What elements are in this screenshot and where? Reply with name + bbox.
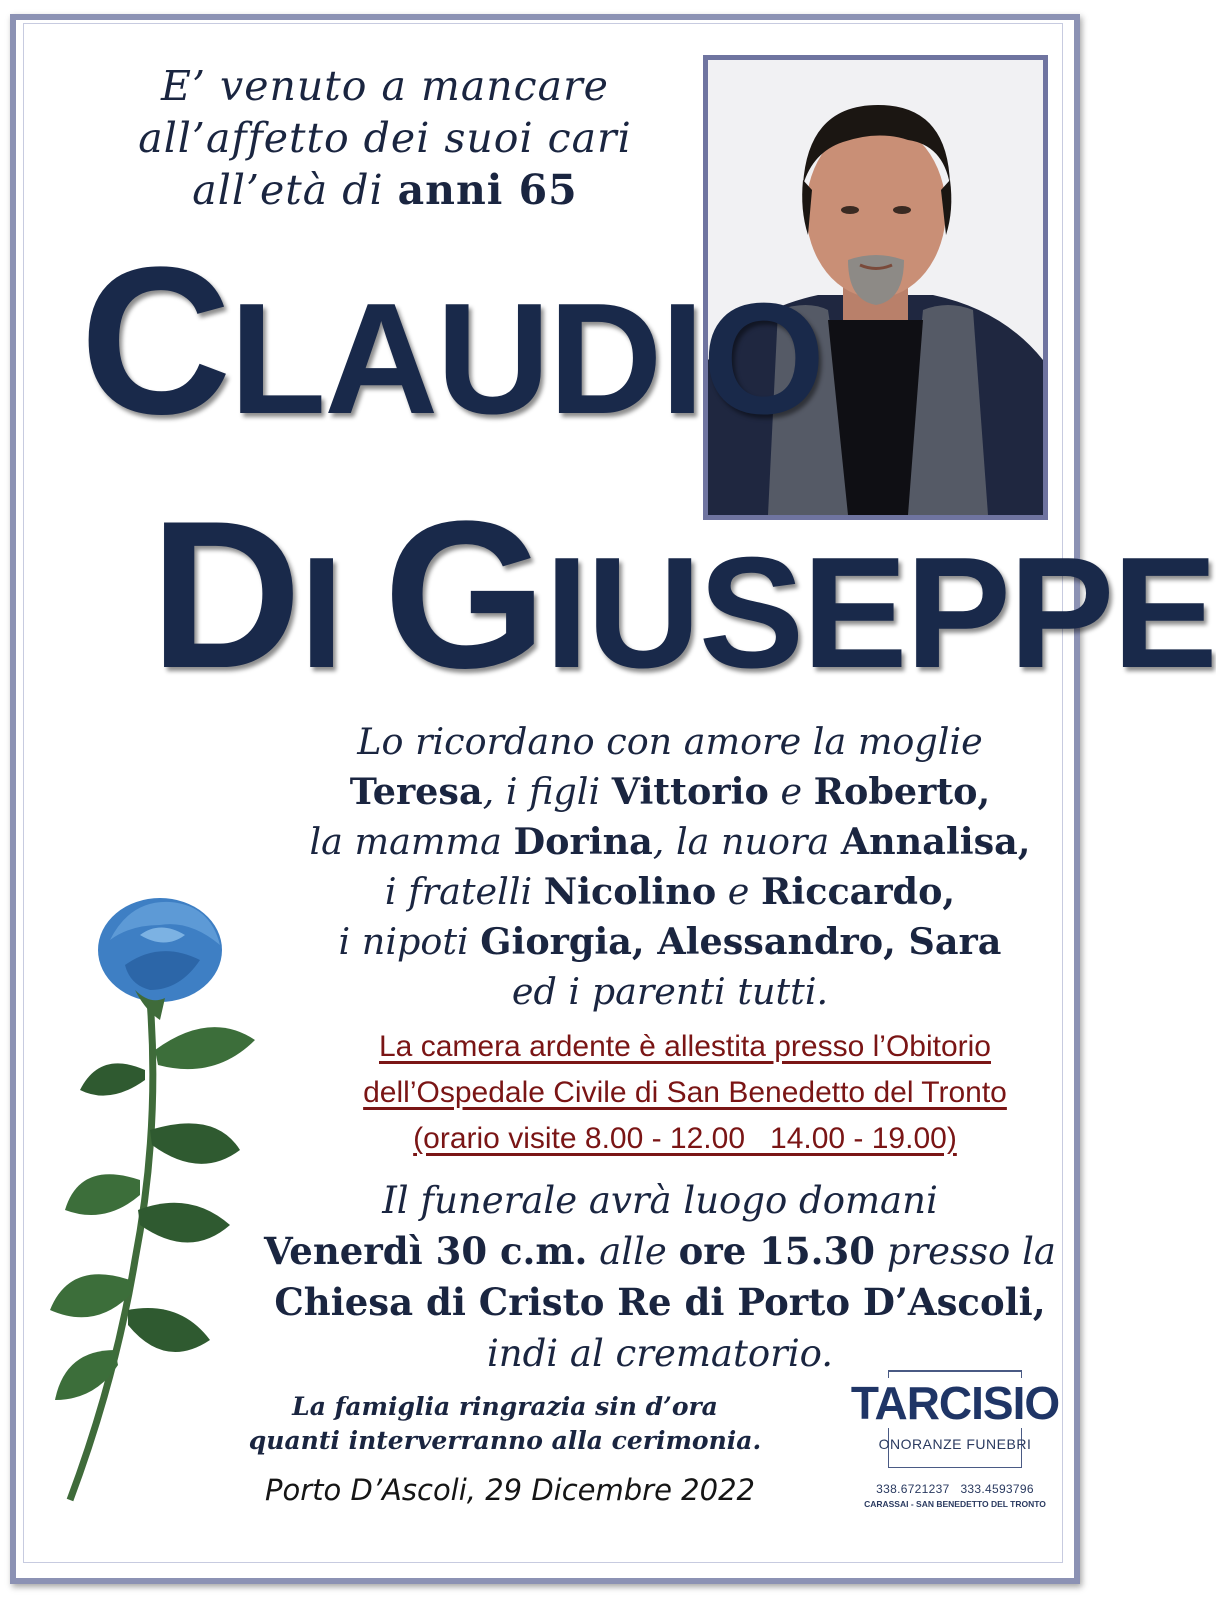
intro-line-1: E’ venuto a mancare xyxy=(161,62,609,110)
funeral-info xyxy=(260,1175,1060,1379)
funeral-line-2 xyxy=(260,1226,1060,1277)
blue-rose-icon xyxy=(40,880,280,1520)
viewing-info xyxy=(360,1024,1010,1162)
funeral-line-3 xyxy=(260,1277,1060,1328)
sibling-name-2: Riccardo, xyxy=(761,870,956,913)
sibling-name-1: Nicolino xyxy=(543,870,717,913)
last-prefix-initial: D xyxy=(150,477,300,712)
funeral-at: alle xyxy=(599,1230,667,1273)
wife-name: Teresa xyxy=(349,770,483,813)
last-name-rest: IUSEPPE xyxy=(544,525,1216,701)
intro-text xyxy=(100,60,670,216)
children-label: , i figli xyxy=(482,770,601,813)
agency-address: CARASSAI - SAN BENEDETTO DEL TRONTO xyxy=(864,1499,1046,1509)
funeral-time: ore 15.30 xyxy=(678,1229,876,1273)
grandchildren-label: i nipoti xyxy=(338,920,469,963)
mother-label: la mamma xyxy=(309,820,502,863)
funeral-date: Venerdì 30 c.m. xyxy=(264,1229,588,1273)
son-name-2: Roberto, xyxy=(813,770,991,813)
family-mourners xyxy=(270,717,1070,1017)
siblings-label: i fratelli xyxy=(384,870,533,913)
agency-name: TARCISIO xyxy=(850,1377,1060,1429)
viewing-hours: (orario visite 8.00 - 12.00 14.00 - 19.00) xyxy=(413,1122,957,1155)
last-name-initial: G xyxy=(383,477,545,712)
intro-line-2: all’affetto dei suoi cari xyxy=(138,114,632,162)
family-line-2 xyxy=(270,767,1070,817)
last-prefix-rest: I xyxy=(299,525,342,701)
mother-name: Dorina xyxy=(513,820,653,863)
thanks-line-2: quanti interverranno alla cerimonia. xyxy=(248,1426,762,1455)
age-value: anni 65 xyxy=(397,166,578,214)
place-date: Porto D’Ascoli, 29 Dicembre 2022 xyxy=(265,1473,755,1507)
funeral-intro: Il funerale avrà luogo domani xyxy=(382,1179,938,1222)
first-name-initial: C xyxy=(80,223,230,458)
thanks-line-1: La famiglia ringrazia sin d’ora xyxy=(292,1392,718,1421)
family-line-1 xyxy=(270,717,1070,767)
funeral-line-1 xyxy=(260,1175,1060,1226)
funeral-presso: presso la xyxy=(886,1230,1056,1273)
family-line-3 xyxy=(270,817,1070,867)
funeral-church: Chiesa di Cristo Re di Porto D’Ascoli, xyxy=(274,1280,1046,1324)
family-closing: ed i parenti tutti. xyxy=(511,970,829,1013)
intro-line-3 xyxy=(100,164,670,216)
thanks-note xyxy=(225,1390,785,1458)
first-name-rest: LAUDIO xyxy=(229,271,824,447)
grandchildren-names: Giorgia, Alessandro, Sara xyxy=(480,920,1002,963)
viewing-line-1: La camera ardente è allestita presso l’Obitorio xyxy=(379,1030,991,1063)
funeral-crematorium: indi al crematorio. xyxy=(486,1332,834,1375)
son-name-1: Vittorio xyxy=(611,770,769,813)
agency-phones: 338.6721237 333.4593796 xyxy=(876,1482,1034,1496)
agency-subtitle: ONORANZE FUNEBRI xyxy=(878,1436,1032,1452)
family-intro: Lo ricordano con amore la moglie xyxy=(357,720,983,763)
family-line-5 xyxy=(270,917,1070,967)
viewing-line-2: dell’Ospedale Civile di San Benedetto del Tronto xyxy=(363,1076,1007,1109)
family-line-6 xyxy=(270,967,1070,1017)
daughter-in-law-name: Annalisa, xyxy=(840,820,1031,863)
conjunction-1: e xyxy=(780,770,803,813)
conjunction-2: e xyxy=(727,870,750,913)
family-line-4 xyxy=(270,867,1070,917)
daughter-in-law-label: , la nuora xyxy=(652,820,830,863)
age-prefix: all’età di xyxy=(192,166,384,214)
